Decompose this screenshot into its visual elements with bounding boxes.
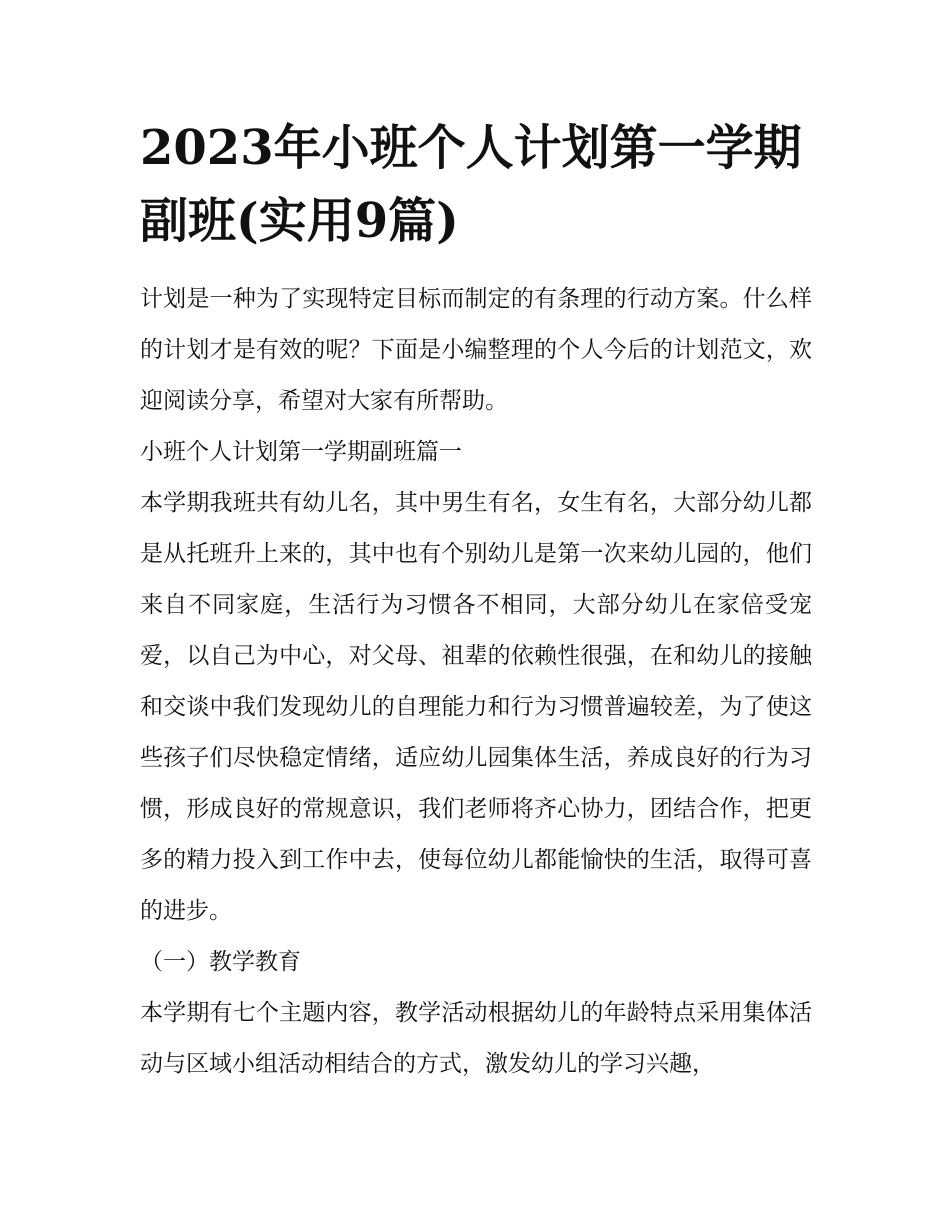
document-title: 2023年小班个人计划第一学期副班(实用9篇) xyxy=(140,120,802,249)
intro-paragraph: 计划是一种为了实现特定目标而制定的有条理的行动方案。什么样的计划才是有效的呢？下面是小编整理的个人今后的计划范文，欢迎阅读分享，希望对大家有所帮助。 xyxy=(140,286,812,414)
section-title: 小班个人计划第一学期副班篇一 xyxy=(140,439,462,465)
subheading-teaching: （一）教学教育 xyxy=(140,949,301,975)
body-paragraph-1: 本学期我班共有幼儿名，其中男生有名，女生有名，大部分幼儿都是从托班升上来的，其中也有个别幼儿是第一次来幼儿园的，他们来自不同家庭，生活行为习惯各不相同，大部分幼儿在家倍受宠爱，以自己为中心，对父母、祖辈的依赖性很强，在和幼儿的接触和交谈中我们发现幼儿的自理能力和行为习惯普遍较差，为了使这些孩子们尽快稳定情绪，适应幼儿园集体生活，养成良好的行为习惯，形成良好的常规意识，我们老师将齐心协力，团结合作，把更多的精力投入到工作中去，使每位幼儿都能愉快的生活，取得可喜的进步。 xyxy=(140,490,812,924)
document-page xyxy=(140,112,812,1090)
body-paragraph-2: 本学期有七个主题内容，教学活动根据幼儿的年龄特点采用集体活动与区域小组活动相结合的方式，激发幼儿的学习兴趣， xyxy=(140,1000,812,1077)
